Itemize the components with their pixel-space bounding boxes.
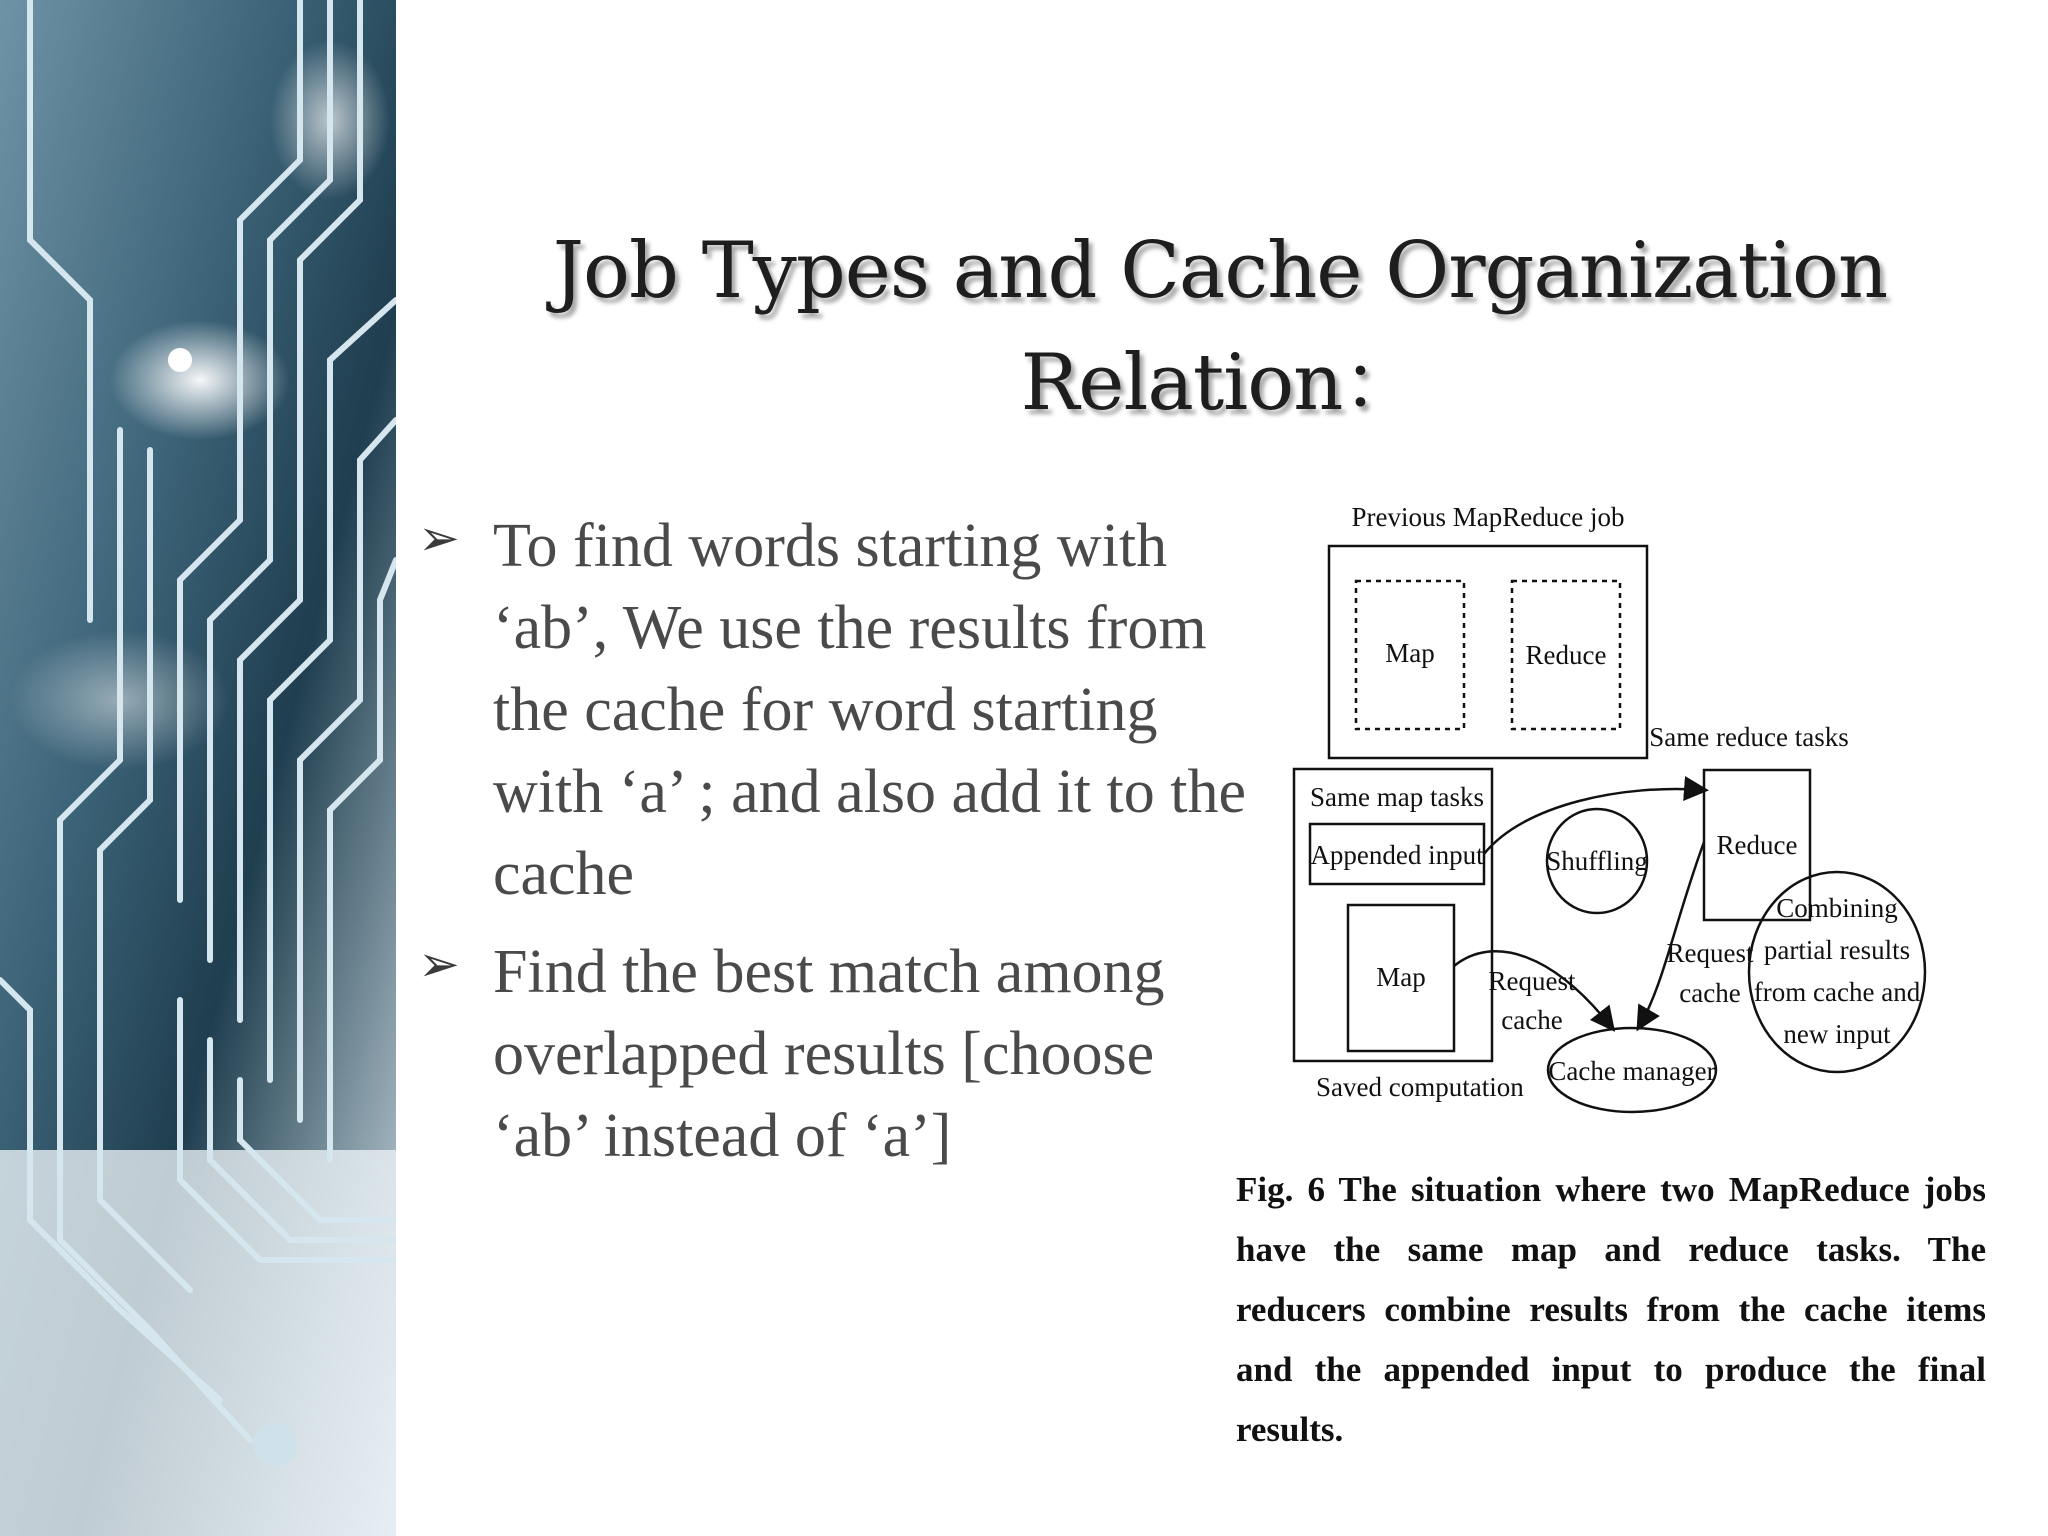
saved-computation-label: Saved computation — [1316, 1072, 1524, 1102]
request-cache-left-label-1: Request — [1488, 966, 1576, 996]
same-reduce-tasks-label: Same reduce tasks — [1649, 722, 1849, 752]
arrow-bullet-icon: ➢ — [418, 935, 460, 993]
circuit-board-banner — [0, 0, 396, 1536]
saved-computation-box — [1294, 769, 1492, 1061]
request-cache-right-label-2: cache — [1679, 978, 1741, 1008]
combining-label-2: partial results — [1763, 935, 1911, 965]
bullet-text: To find words starting with ‘ab’, We use the results from the cache for word starting with ‘a’ ; and also add it to the cache — [493, 512, 1246, 908]
reduce-label: Reduce — [1716, 830, 1798, 860]
map-label: Map — [1376, 962, 1426, 992]
combining-label-4: new input — [1783, 1019, 1891, 1049]
combining-label-3: from cache and — [1753, 977, 1921, 1007]
request-cache-left-label-2: cache — [1501, 1005, 1563, 1035]
bullet-item — [418, 931, 1258, 1177]
appended-to-reduce-arrow — [1484, 789, 1704, 854]
bullet-list — [418, 505, 1258, 1193]
appended-input-label: Appended input — [1310, 840, 1484, 870]
same-map-tasks-label: Same map tasks — [1310, 782, 1484, 812]
cache-manager-label: Cache manager — [1548, 1056, 1716, 1086]
shuffling-label: Shuffling — [1546, 846, 1648, 876]
slide-title — [520, 215, 1920, 439]
request-cache-right-label-1: Request — [1666, 938, 1754, 968]
previous-map-label: Map — [1385, 638, 1435, 668]
bullet-item — [418, 505, 1258, 915]
figure-caption: Fig. 6 The situation where two MapReduce jobs have the same map and reduce tasks. The reducers combine results from the cache items and the appended input to produce the final results. — [1236, 1170, 1986, 1449]
arrow-bullet-icon: ➢ — [418, 509, 460, 567]
slide-title-line-1: Job Types and Cache Organization — [552, 226, 1888, 316]
slide-title-line-2: Relation： — [1020, 338, 1420, 428]
previous-reduce-label: Reduce — [1525, 640, 1607, 670]
previous-job-label: Previous MapReduce job — [1351, 502, 1625, 532]
combining-label-1: Combining — [1776, 893, 1898, 923]
bullet-text: Find the best match among overlapped results [choose ‘ab’ instead of ‘a’] — [493, 938, 1165, 1170]
